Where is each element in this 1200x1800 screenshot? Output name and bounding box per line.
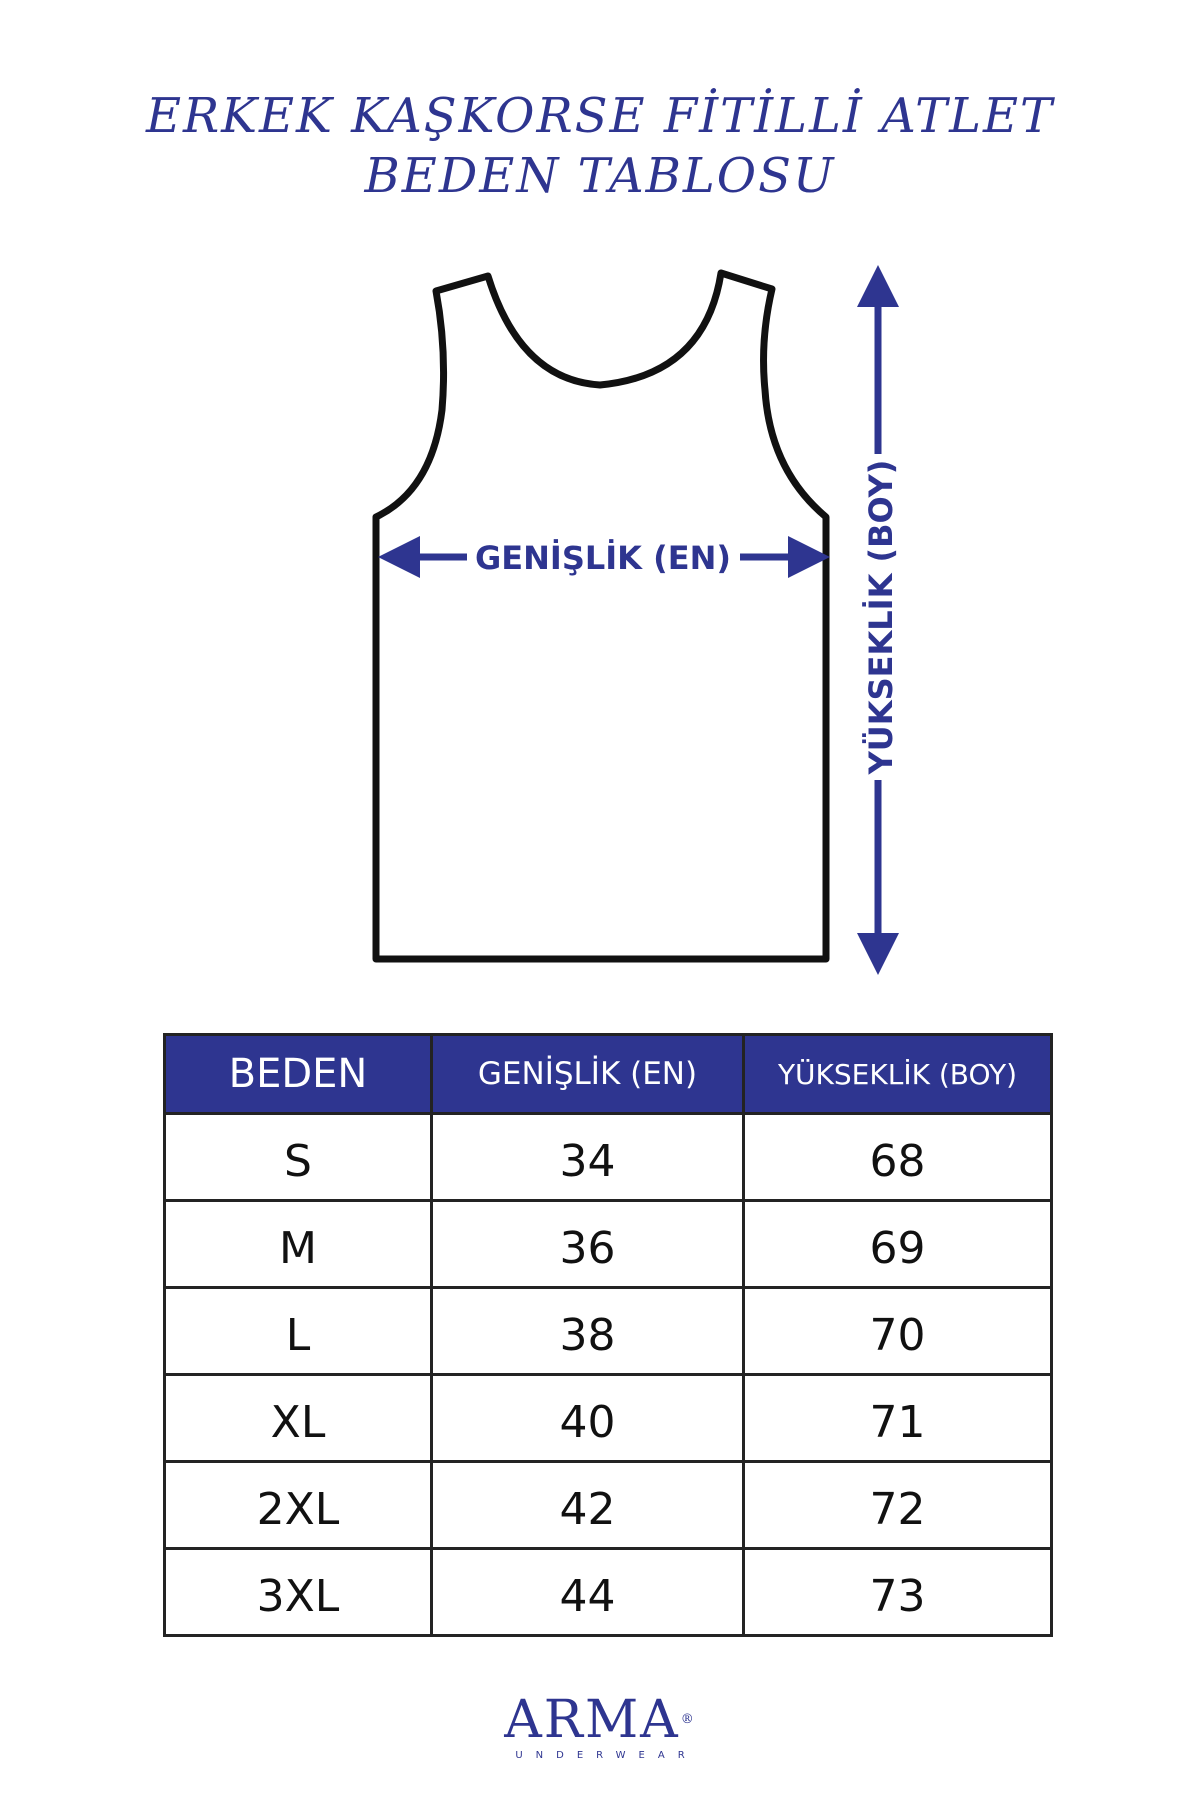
height-cell: 71 [744, 1375, 1052, 1462]
brand-logo [0, 1690, 1200, 1761]
size-cell: XL [165, 1375, 432, 1462]
size-cell: 2XL [165, 1462, 432, 1549]
logo-subtitle: UNDERWEAR [515, 1750, 698, 1761]
size-cell: L [165, 1288, 432, 1375]
logo-word: ARMA [504, 1690, 680, 1750]
width-cell: 38 [432, 1288, 744, 1375]
table-row [165, 1462, 1052, 1549]
height-label: YÜKSEKLİK (BOY) [862, 459, 900, 775]
width-cell: 36 [432, 1201, 744, 1288]
height-cell: 72 [744, 1462, 1052, 1549]
header-genislik: GENİŞLİK (EN) [432, 1035, 744, 1114]
height-cell: 73 [744, 1549, 1052, 1636]
tank-top-outline [376, 273, 826, 959]
logo-wordmark [504, 1690, 696, 1750]
table-header-row [165, 1035, 1052, 1114]
title-line-2: BEDEN TABLOSU [364, 148, 836, 204]
height-cell: 70 [744, 1288, 1052, 1375]
table-row [165, 1114, 1052, 1201]
table-row [165, 1201, 1052, 1288]
table-row [165, 1549, 1052, 1636]
width-label: GENİŞLİK (EN) [475, 539, 731, 577]
size-cell: S [165, 1114, 432, 1201]
width-cell: 42 [432, 1462, 744, 1549]
header-beden: BEDEN [165, 1035, 432, 1114]
table-row [165, 1375, 1052, 1462]
title-line-1: ERKEK KAŞKORSE FİTİLLİ ATLET [145, 88, 1055, 144]
registered-mark: ® [680, 1712, 696, 1727]
width-cell: 44 [432, 1549, 744, 1636]
size-table [163, 1033, 1053, 1637]
table-row [165, 1288, 1052, 1375]
height-cell: 68 [744, 1114, 1052, 1201]
width-cell: 40 [432, 1375, 744, 1462]
width-cell: 34 [432, 1114, 744, 1201]
header-yukseklik: YÜKSEKLİK (BOY) [744, 1035, 1052, 1114]
height-cell: 69 [744, 1201, 1052, 1288]
size-cell: 3XL [165, 1549, 432, 1636]
size-cell: M [165, 1201, 432, 1288]
